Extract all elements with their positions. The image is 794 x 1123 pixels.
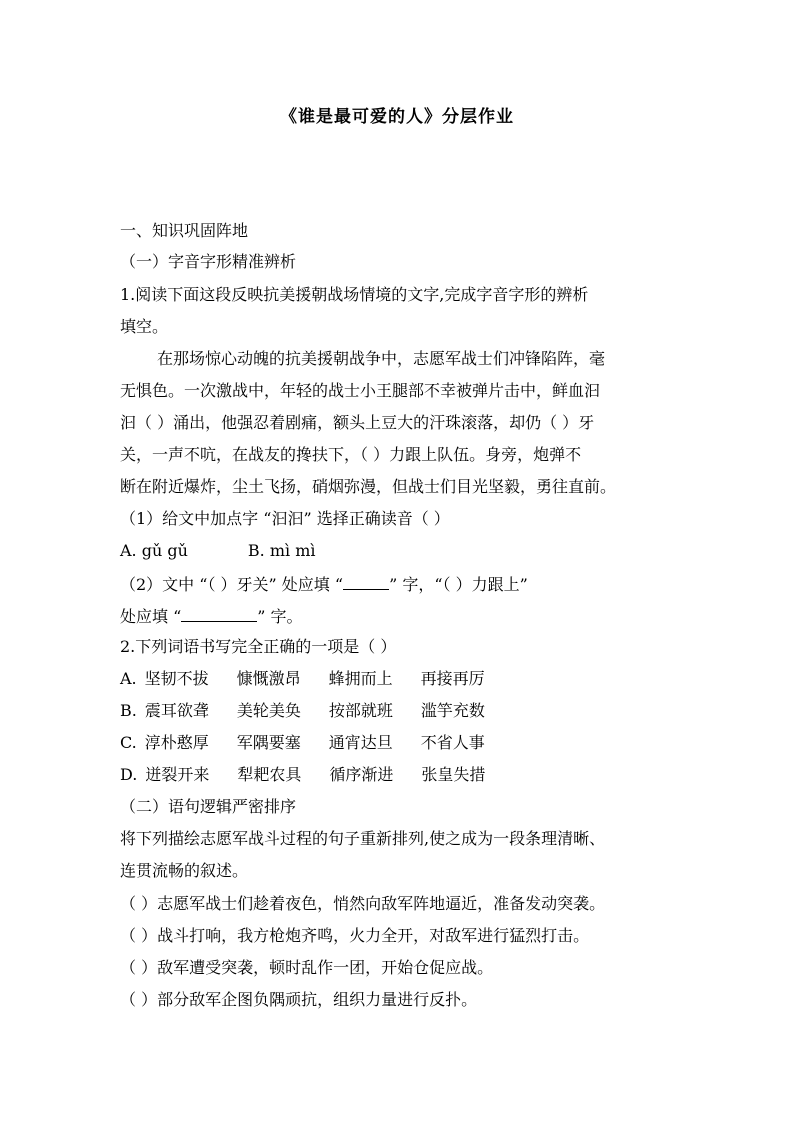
q3-intro-line2: 连贯流畅的叙述。 [120, 861, 249, 880]
q3-intro-line1: 将下列描绘志愿军战斗过程的句子重新排列,使之成为一段条理清晰、 [120, 829, 606, 848]
passage-line-4: 关，一声不吭，在战友的搀扶下，（ ）力跟上队伍。身旁，炮弹不 [120, 445, 582, 464]
sub-question-1: （1）给文中加点字 “汩汩” 选择正确读音（ ） [120, 509, 450, 528]
passage-line-5: 断在附近爆炸，尘土飞扬，硝烟弥漫，但战士们目光坚毅，勇往直前。 [120, 477, 617, 496]
option-b: B. mì mì [247, 541, 316, 560]
choice-row-b: B. 震耳欲聋 美轮美奂 按部就班 滥竽充数 [120, 701, 485, 720]
sentence-4: （ ）部分敌军企图负隅顽抗，组织力量进行反扑。 [120, 990, 478, 1009]
subsection-heading-1: （一）字音字形精准辨析 [120, 252, 297, 271]
subsection-heading-2: （二）语句逻辑严密排序 [120, 797, 297, 816]
passage-line-2: 无惧色。一次激战中，年轻的战士小王腿部不幸被弹片击中，鲜血汩 [120, 381, 601, 400]
sub-question-2-cont: 处应填 “ ” 字。 [120, 607, 303, 626]
choice-row-d: D. 迸裂开来 犁耙农具 循序渐进 张皇失措 [120, 765, 486, 784]
passage-line-3: 汩（ ）涌出，他强忍着剧痛，额头上豆大的汗珠滚落，却仍（ ）牙 [120, 413, 595, 432]
answer-blank-1 [343, 573, 389, 590]
pinyin-options [120, 541, 316, 561]
passage-line-1: 在那场惊心动魄的抗美援朝战争中，志愿军战士们冲锋陷阵，毫 [157, 349, 606, 368]
q2-stem: 2.下列词语书写完全正确的一项是（ ） [120, 637, 397, 656]
choice-row-c: C. 淳朴憨厚 军隅要塞 通宵达旦 不省人事 [120, 733, 485, 752]
q1-intro-line2: 填空。 [120, 317, 169, 336]
sub-question-2: （2）文中 “（ ）牙关” 处应填 “ ” 字，“（ ）力跟上” [120, 575, 528, 594]
answer-blank-2 [181, 605, 257, 622]
page-title: 《谁是最可爱的人》分层作业 [280, 107, 514, 127]
sentence-2: （ ）战斗打响，我方枪炮齐鸣，火力全开，对敌军进行猛烈打击。 [120, 926, 590, 945]
q1-intro-line1: 1.阅读下面这段反映抗美援朝战场情境的文字,完成字音字形的辨析 [120, 285, 589, 304]
option-a: A. gǔ gǔ [120, 541, 188, 560]
choice-row-a: A. 坚韧不拔 慷慨激昂 蜂拥而上 再接再厉 [120, 669, 485, 688]
sentence-3: （ ）敌军遭受突袭，顿时乱作一团，开始仓促应战。 [120, 958, 494, 977]
section-heading: 一、知识巩固阵地 [120, 221, 249, 240]
sentence-1: （ ）志愿军战士们趁着夜色，悄然向敌军阵地逼近，准备发动突袭。 [120, 894, 606, 913]
